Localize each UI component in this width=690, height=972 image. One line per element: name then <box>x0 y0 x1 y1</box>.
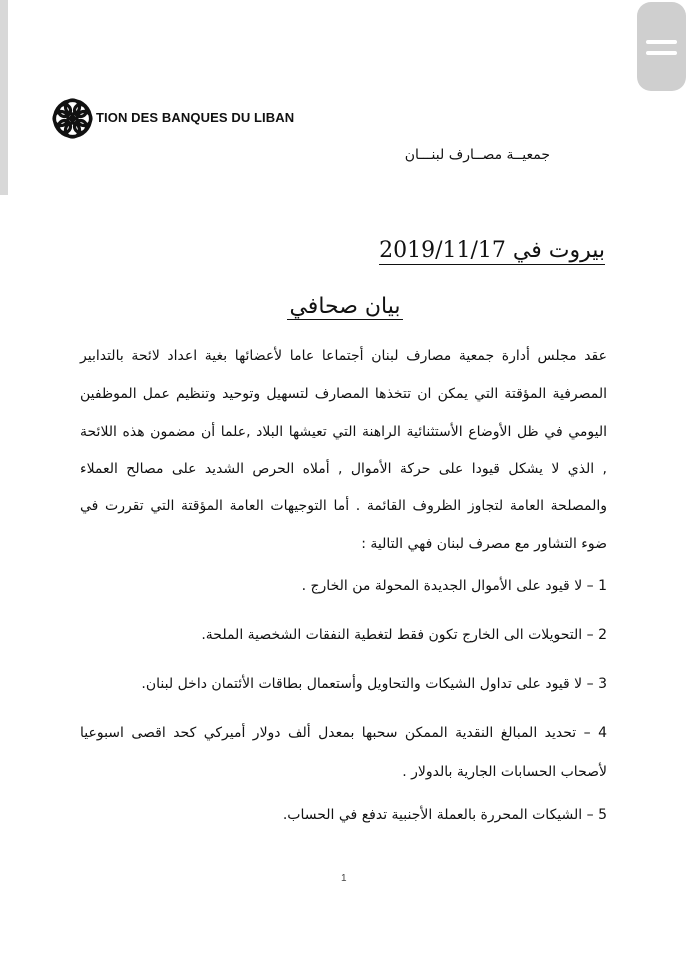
date-line: بيروت في 2019/11/17 <box>379 238 605 263</box>
hamburger-icon-bar-top <box>646 40 677 44</box>
paragraph-line: ضوء التشاور مع مصرف لبنان فهي التالية : <box>361 536 607 552</box>
document-title-text: بيان صحافي <box>289 294 401 319</box>
list-item: 5 – الشيكات المحررة بالعملة الأجنبية تدفع في الحساب. <box>282 807 607 823</box>
document-title <box>0 294 690 319</box>
paragraph-line: والمصلحة العامة لتجاوز الظروف القائمة . أما التوجيهات العامة المؤقتة التي تقررت في <box>80 498 607 514</box>
org-name-arabic: جمعيــة مصــارف لبنـــان <box>404 147 550 163</box>
page-number: 1 <box>341 873 347 884</box>
list-item: 4 – تحديد المبالغ النقدية الممكن سحبها بمعدل ألف دولار أميركي كحد اقصى اسبوعيا <box>80 725 607 741</box>
menu-button[interactable] <box>637 2 686 91</box>
list-item-continuation: لأصحاب الحسابات الجارية بالدولار . <box>402 764 607 780</box>
paragraph-line: المصرفية المؤقتة التي يمكن ان تتخذها المصارف لتسهيل وتوحيد وتنظيم عمل الموظفين <box>80 386 607 402</box>
list-item: 2 – التحويلات الى الخارج تكون فقط لتغطية النفقات الشخصية الملحة. <box>201 627 607 643</box>
paragraph-line: , الذي لا يشكل قيودا على حركة الأموال , أملاه الحرص الشديد على مصالح العملاء <box>80 461 607 477</box>
paragraph-line: اليومي في ظل الأوضاع الأستثنائية الراهنة التي تعيشها البلاد ,علما أن مضمون هذه اللائحة <box>80 424 607 440</box>
paragraph-line: عقد مجلس أدارة جمعية مصارف لبنان أجتماعا عاما لأعضائها بغية اعداد لائحة بالتدابير <box>80 348 607 364</box>
list-item: 3 – لا قيود على تداول الشيكات والتحاويل وأستعمال بطاقات الأئتمان داخل لبنان. <box>141 676 607 692</box>
org-name-french: TION DES BANQUES DU LIBAN <box>96 110 295 125</box>
association-logo-icon <box>50 96 95 141</box>
hamburger-icon-bar-bottom <box>646 51 677 55</box>
list-item: 1 – لا قيود على الأموال الجديدة المحولة من الخارج . <box>301 578 607 594</box>
left-edge-shadow <box>0 0 8 195</box>
